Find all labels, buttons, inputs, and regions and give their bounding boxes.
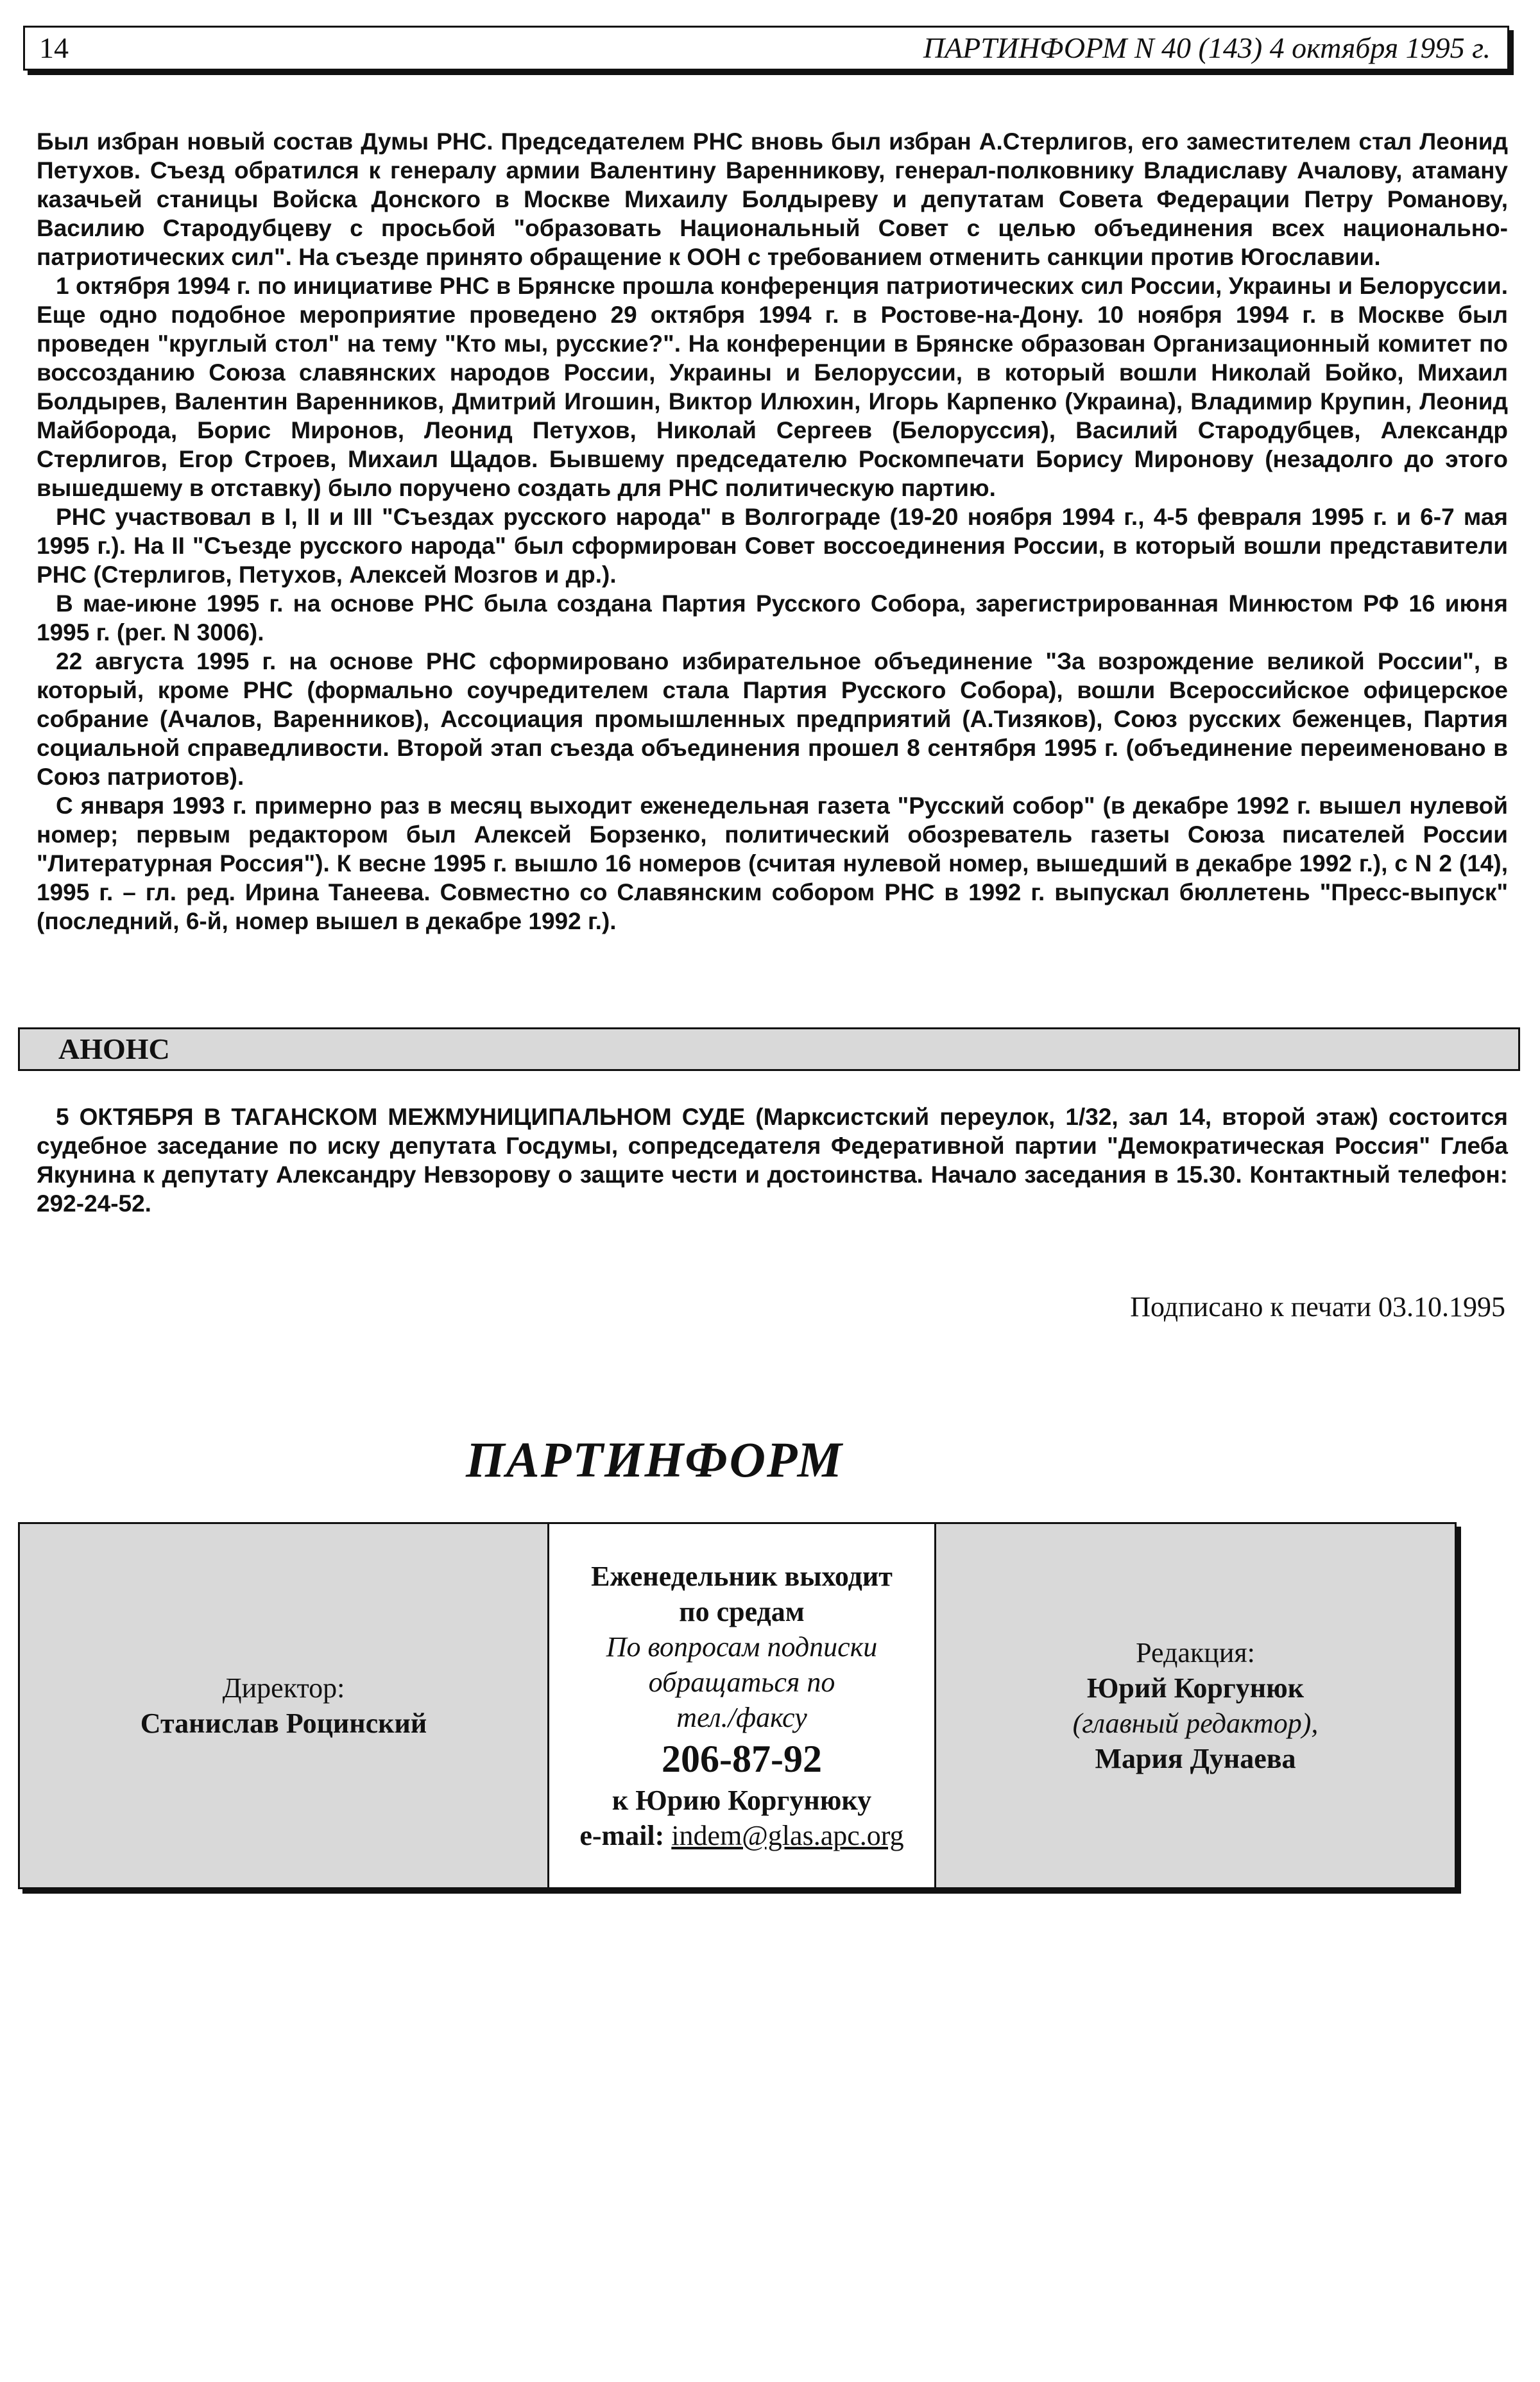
subscription-line: обращаться по [648,1666,835,1698]
imprint-box [18,1522,1457,1889]
masthead-title: ПАРТИНФОРМ [466,1432,843,1487]
article-paragraph: 22 августа 1995 г. на основе РНС сформировано избирательное объединение "За возрождение великой России", в который, кроме РНС (формально соучредителем стала Партия Русского Собора), вошли Всероссийское офицерское собрание (Ачалов, Варенников), Ассоциация промышленных предприятий (А.Тизяков), Союз русских беженцев, Партия социальной справедливости. Второй этап съезда объединения прошел 8 сентября 1995 г. (объединение переименовано в Союз патриотов). [37,648,1508,790]
editorial-column [936,1524,1455,1887]
article-paragraph: 1 октября 1994 г. по инициативе РНС в Брянске прошла конференция патриотических сил России, Украины и Белоруссии. Еще одно подобное мероприятие проведено 29 октября 1994 г. в Ростове-на-Дону. 10 ноября 1994 г. в Москве был проведен "круглый стол" на тему "Кто мы, русские?". На конференции в Брянске образован Организационный комитет по воссозданию Союза славянских народов России, Украины и Белоруссии, в который вошли Николай Бойко, Михаил Болдырев, Валентин Варенников, Дмитрий Игошин, Виктор Илюхин, Игорь Карпенко (Украина), Владимир Крупин, Леонид Майборода, Борис Миронов, Леонид Петухов, Николай Сергеев (Белоруссия), Василий Стародубцев, Александр Стерлигов, Егор Строев, Михаил Щадов. Бывшему председателю Роскомпечати Борису Миронову (незадолго до этого вышедшему в отставку) было поручено создать для РНС политическую партию. [37,273,1508,501]
subscription-column [549,1524,936,1887]
article-paragraph: В мае-июне 1995 г. на основе РНС была создана Партия Русского Собора, зарегистрированная Минюстом РФ 16 июня 1995 г. (рег. N 3006). [37,590,1508,646]
weekly-day: по средам [679,1595,805,1627]
anons-section-header [18,1027,1520,1071]
director-name: Станислав Роцинский [140,1708,427,1739]
director-label: Директор: [222,1672,345,1704]
phone-number: 206-87-92 [662,1737,822,1780]
issue-title: ПАРТИНФОРМ N 40 (143) 4 октября 1995 г. [923,31,1491,64]
article-paragraph: С января 1993 г. примерно раз в месяц выходит еженедельная газета "Русский собор" (в декабре 1992 г. вышел нулевой номер; первым редактором был Алексей Борзенко, политический обозреватель газеты Союза писателей России "Литературная Россия"). К весне 1995 г. вышло 16 номеров (считая нулевой номер, вышедший в декабре 1992 г.), с N 2 (14), 1995 г. – гл. ред. Ирина Танеева. Совместно со Славянским собором РНС в 1992 г. выпускал бюллетень "Пресс-выпуск" (последний, 6-й, номер вышел в декабре 1992 г.). [37,793,1508,934]
weekly-line: Еженедельник выходит [591,1560,893,1592]
page-header [23,26,1509,71]
signed-to-print: Подписано к печати 03.10.1995 [1130,1291,1505,1323]
email-label: e-mail: [579,1819,665,1851]
article-paragraph: РНС участвовал в I, II и III "Съездах русского народа" в Волгограде (19-20 ноября 1994 г., 4-5 февраля 1995 г. и 6-7 мая 1995 г.). На II "Съезде русского народа" был сформирован Совет воссоединения России, в который вошли представители РНС (Стерлигов, Петухов, Алексей Мозгов и др.). [37,504,1508,588]
subscription-line: По вопросам подписки [606,1631,878,1663]
editorial-label: Редакция: [1136,1637,1255,1668]
editor-name: Мария Дунаева [1095,1743,1296,1774]
email-link[interactable]: indem@glas.apc.org [671,1819,904,1851]
director-column [20,1524,549,1887]
anons-text: 5 ОКТЯБРЯ В ТАГАНСКОМ МЕЖМУНИЦИПАЛЬНОМ СУДЕ (Марксистский переулок, 1/32, зал 14, второй этаж) состоится судебное заседание по иску депутата Госдумы, сопредседателя Федеративной партии "Демократическая Россия" Глеба Якунина к депутату Александру Невзорову о защите чести и достоинства. Начало заседания в 15.30. Контактный телефон: 292-24-52. [37,1104,1508,1217]
article-body [37,127,1508,936]
article-paragraph: Был избран новый состав Думы РНС. Председателем РНС вновь был избран А.Стерлигов, его заместителем стал Леонид Петухов. Съезд обратился к генералу армии Валентину Варенникову, генерал-полковнику Владиславу Ачалову, атаману казачьей станицы Войска Донского в Москве Михаилу Болдыреву и депутатам Совета Федерации Петру Романову, Василию Стародубцеву с просьбой "образовать Национальный Совет с целью объединения всех национально-патриотических сил". На съезде принято обращение к ООН с требованием отменить санкции против Югославии. [37,128,1508,270]
contact-person: к Юрию Коргунюку [612,1784,872,1816]
editor-name: Юрий Коргунюк [1086,1672,1305,1704]
page-number: 14 [39,31,69,64]
anons-title: АНОНС [58,1032,170,1065]
email-line [579,1818,903,1853]
editor-role: (главный редактор), [1072,1708,1319,1739]
anons-notice [37,1102,1508,1218]
masthead [0,1431,1540,1489]
subscription-line: тел./факсу [676,1701,807,1733]
